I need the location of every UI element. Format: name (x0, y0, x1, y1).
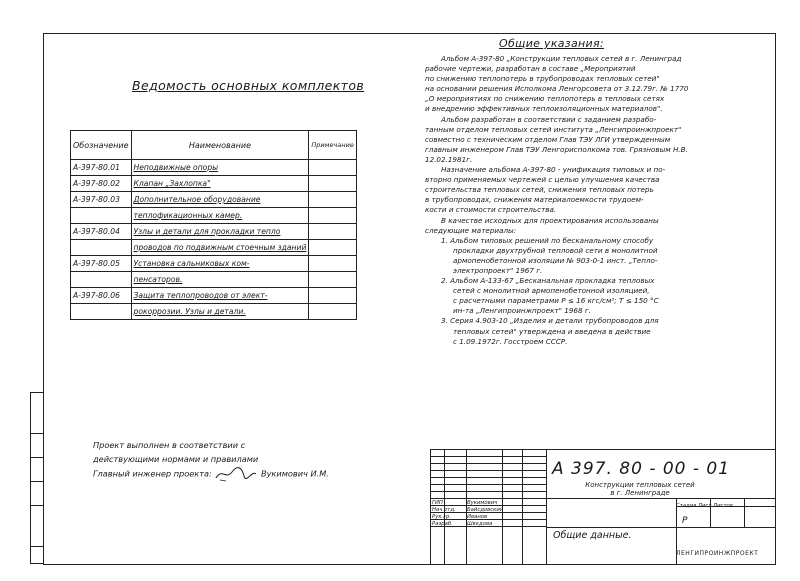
cell-note (309, 160, 356, 176)
document-code: А 397. 80 - 00 - 01 (552, 459, 731, 479)
notes-line: танным отделом тепловых сетей института „Ленгипроинжпроект" (425, 124, 682, 134)
notes-line: главным инженером Глав ТЭУ Ленгорисполкома тов. Грязновым Н.В. (425, 144, 688, 154)
cell-designation (71, 208, 132, 224)
cell-name: Установка сальниковых ком- (131, 256, 309, 272)
cell-designation (71, 272, 132, 288)
chief-engineer-name: Вукимович И.М. (260, 468, 329, 479)
notes-line: кости и стоимости строительства. (425, 205, 557, 215)
cell-name: Неподвижные опоры (131, 160, 309, 176)
person-name: Шведова (467, 521, 493, 527)
description-line: в г. Ленинграде (610, 489, 670, 497)
person-name: Вукимович (467, 500, 498, 506)
notes-line: следующие материалы: (425, 225, 517, 235)
signature-scribble (214, 466, 258, 482)
cell-designation: А-397-80.02 (71, 176, 132, 192)
cell-name: Клапан „Захлопка" (131, 176, 309, 192)
notes-line: совместно с техническим отделом Глав ТЭУ ЛГИ утвержденным (425, 134, 671, 144)
table-row (71, 272, 357, 288)
notes-line: 12.02.1981г. (425, 154, 473, 164)
notes-line: Альбом А-397-80 „Конструкции тепловых сетей в г. Ленинград (441, 54, 682, 63)
compliance-line: действующими нормами и правилами (93, 454, 259, 464)
table-row (71, 208, 357, 224)
cell-designation: А-397-80.04 (71, 224, 132, 240)
cell-note (309, 240, 356, 256)
table-row (71, 192, 357, 208)
notes-line: на основании решения Исполкома Ленгорсовета от 3.12.79г. № 1770 (425, 84, 689, 94)
cell-note (309, 256, 356, 272)
role-label: Рук.гр. (432, 514, 452, 520)
description-line: Конструкции тепловых сетей (585, 481, 695, 489)
table-row (71, 176, 357, 192)
binding-strip (30, 392, 43, 564)
header-designation: Обозначение (71, 131, 132, 160)
cell-name: проводов по подвижным стоечным зданий (131, 240, 309, 256)
notes-line: по снижению теплопотерь в трубопроводах тепловых сетей" (425, 74, 660, 84)
notes-line: сетей с монолитной армопенобетонной изоляцией, (453, 286, 650, 296)
cell-name: Защита теплопроводов от элект- (131, 288, 309, 304)
cell-designation: А-397-80.06 (71, 288, 132, 304)
person-name: Иванов (467, 514, 488, 520)
notes-line: с 1.09.1972г. Госстроем СССР. (453, 336, 568, 346)
table-row (71, 256, 357, 272)
notes-line: армопенобетонной изоляции № 903-0-1 инст. „Тепло- (453, 255, 658, 265)
notes-line: рабочие чертежи, разработан в составе „Мероприятий (425, 64, 636, 74)
organization-name: ЛЕНГИПРОИНЖПРОЕКТ (676, 550, 759, 557)
role-label: ГИП (432, 500, 443, 506)
notes-line: 2. Альбом А-133-67 „Бесканальная прокладка тепловых (441, 276, 655, 286)
notes-line: строительства тепловых сетей, снижения тепловых потерь (425, 185, 654, 195)
notes-line: вторно применяемых чертежей с целью улучшения качества (425, 175, 660, 185)
stage-value: Р (682, 516, 688, 526)
project-description (560, 481, 720, 497)
cell-designation: А-397-80.03 (71, 192, 132, 208)
notes-line: „О мероприятиях по снижению теплопотерь в тепловых сетях (425, 94, 665, 104)
notes-line: ин-та „Ленгипроинжпроект" 1968 г. (453, 306, 591, 316)
role-label: Нач.отд. (432, 507, 456, 513)
cell-name: пенсаторов. (131, 272, 309, 288)
notes-line: тепловых сетей" утверждена и введена в действие (453, 326, 651, 336)
table-row (71, 304, 357, 320)
table-row (71, 224, 357, 240)
cell-name: теплофикационных камер. (131, 208, 309, 224)
cell-designation: А-397-80.01 (71, 160, 132, 176)
header-note: Примечание (309, 131, 356, 160)
cell-note (309, 176, 356, 192)
cell-note (309, 304, 356, 320)
sheet-name: Общие данные. (553, 530, 632, 541)
spec-table-title: Ведомость основных комплектов (132, 78, 365, 93)
cell-note (309, 192, 356, 208)
header-name: Наименование (131, 131, 309, 160)
table-row (71, 288, 357, 304)
stage-header: Стадия Лист Листов (676, 503, 733, 509)
table-row (71, 160, 357, 176)
cell-note (309, 224, 356, 240)
notes-line: 1. Альбом типовых решений по бесканальному способу (441, 235, 654, 245)
notes-line: прокладки двухтрубной тепловой сети в монолитной (453, 245, 658, 255)
cell-note (309, 208, 356, 224)
table-row (71, 240, 357, 256)
notes-title: Общие указания: (499, 37, 604, 50)
notes-line: с расчетными параметрами Р ≤ 16 кгс/см²; Т ≤ 150 °С (453, 296, 659, 306)
cell-designation (71, 240, 132, 256)
cell-note (309, 288, 356, 304)
cell-designation: А-397-80.05 (71, 256, 132, 272)
cell-name: рокоррозии. Узлы и детали. (131, 304, 309, 320)
spec-table-header (71, 131, 357, 160)
project-compliance-note (93, 438, 329, 482)
chief-engineer-label: Главный инженер проекта: (93, 468, 212, 479)
person-name: Байсдовский (467, 507, 504, 513)
notes-line: 3. Серия 4.903-10 „Изделия и детали трубопроводов для (441, 316, 659, 326)
general-notes (425, 54, 775, 347)
notes-line: электропроект" 1967 г. (453, 265, 543, 275)
notes-line: в трубопроводах, снижения материалоемкости трудоем- (425, 195, 644, 205)
cell-name: Узлы и детали для прокладки тепло (131, 224, 309, 240)
notes-line: В качестве исходных для проектирования использованы (441, 215, 659, 225)
cell-name: Дополнительное оборудование (131, 192, 309, 208)
notes-line: и внедрению эффективных теплоизоляционных материалов". (425, 104, 663, 114)
notes-line: Альбом разработан в соответствии с заданием разрабо- (441, 114, 657, 124)
cell-note (309, 272, 356, 288)
compliance-line: Проект выполнен в соответствии с (93, 440, 246, 450)
role-label: Разраб. (432, 521, 453, 527)
notes-line: Назначение альбома А-397-80 - унификация типовых и по- (441, 165, 666, 175)
cell-designation (71, 304, 132, 320)
spec-table (70, 130, 357, 320)
